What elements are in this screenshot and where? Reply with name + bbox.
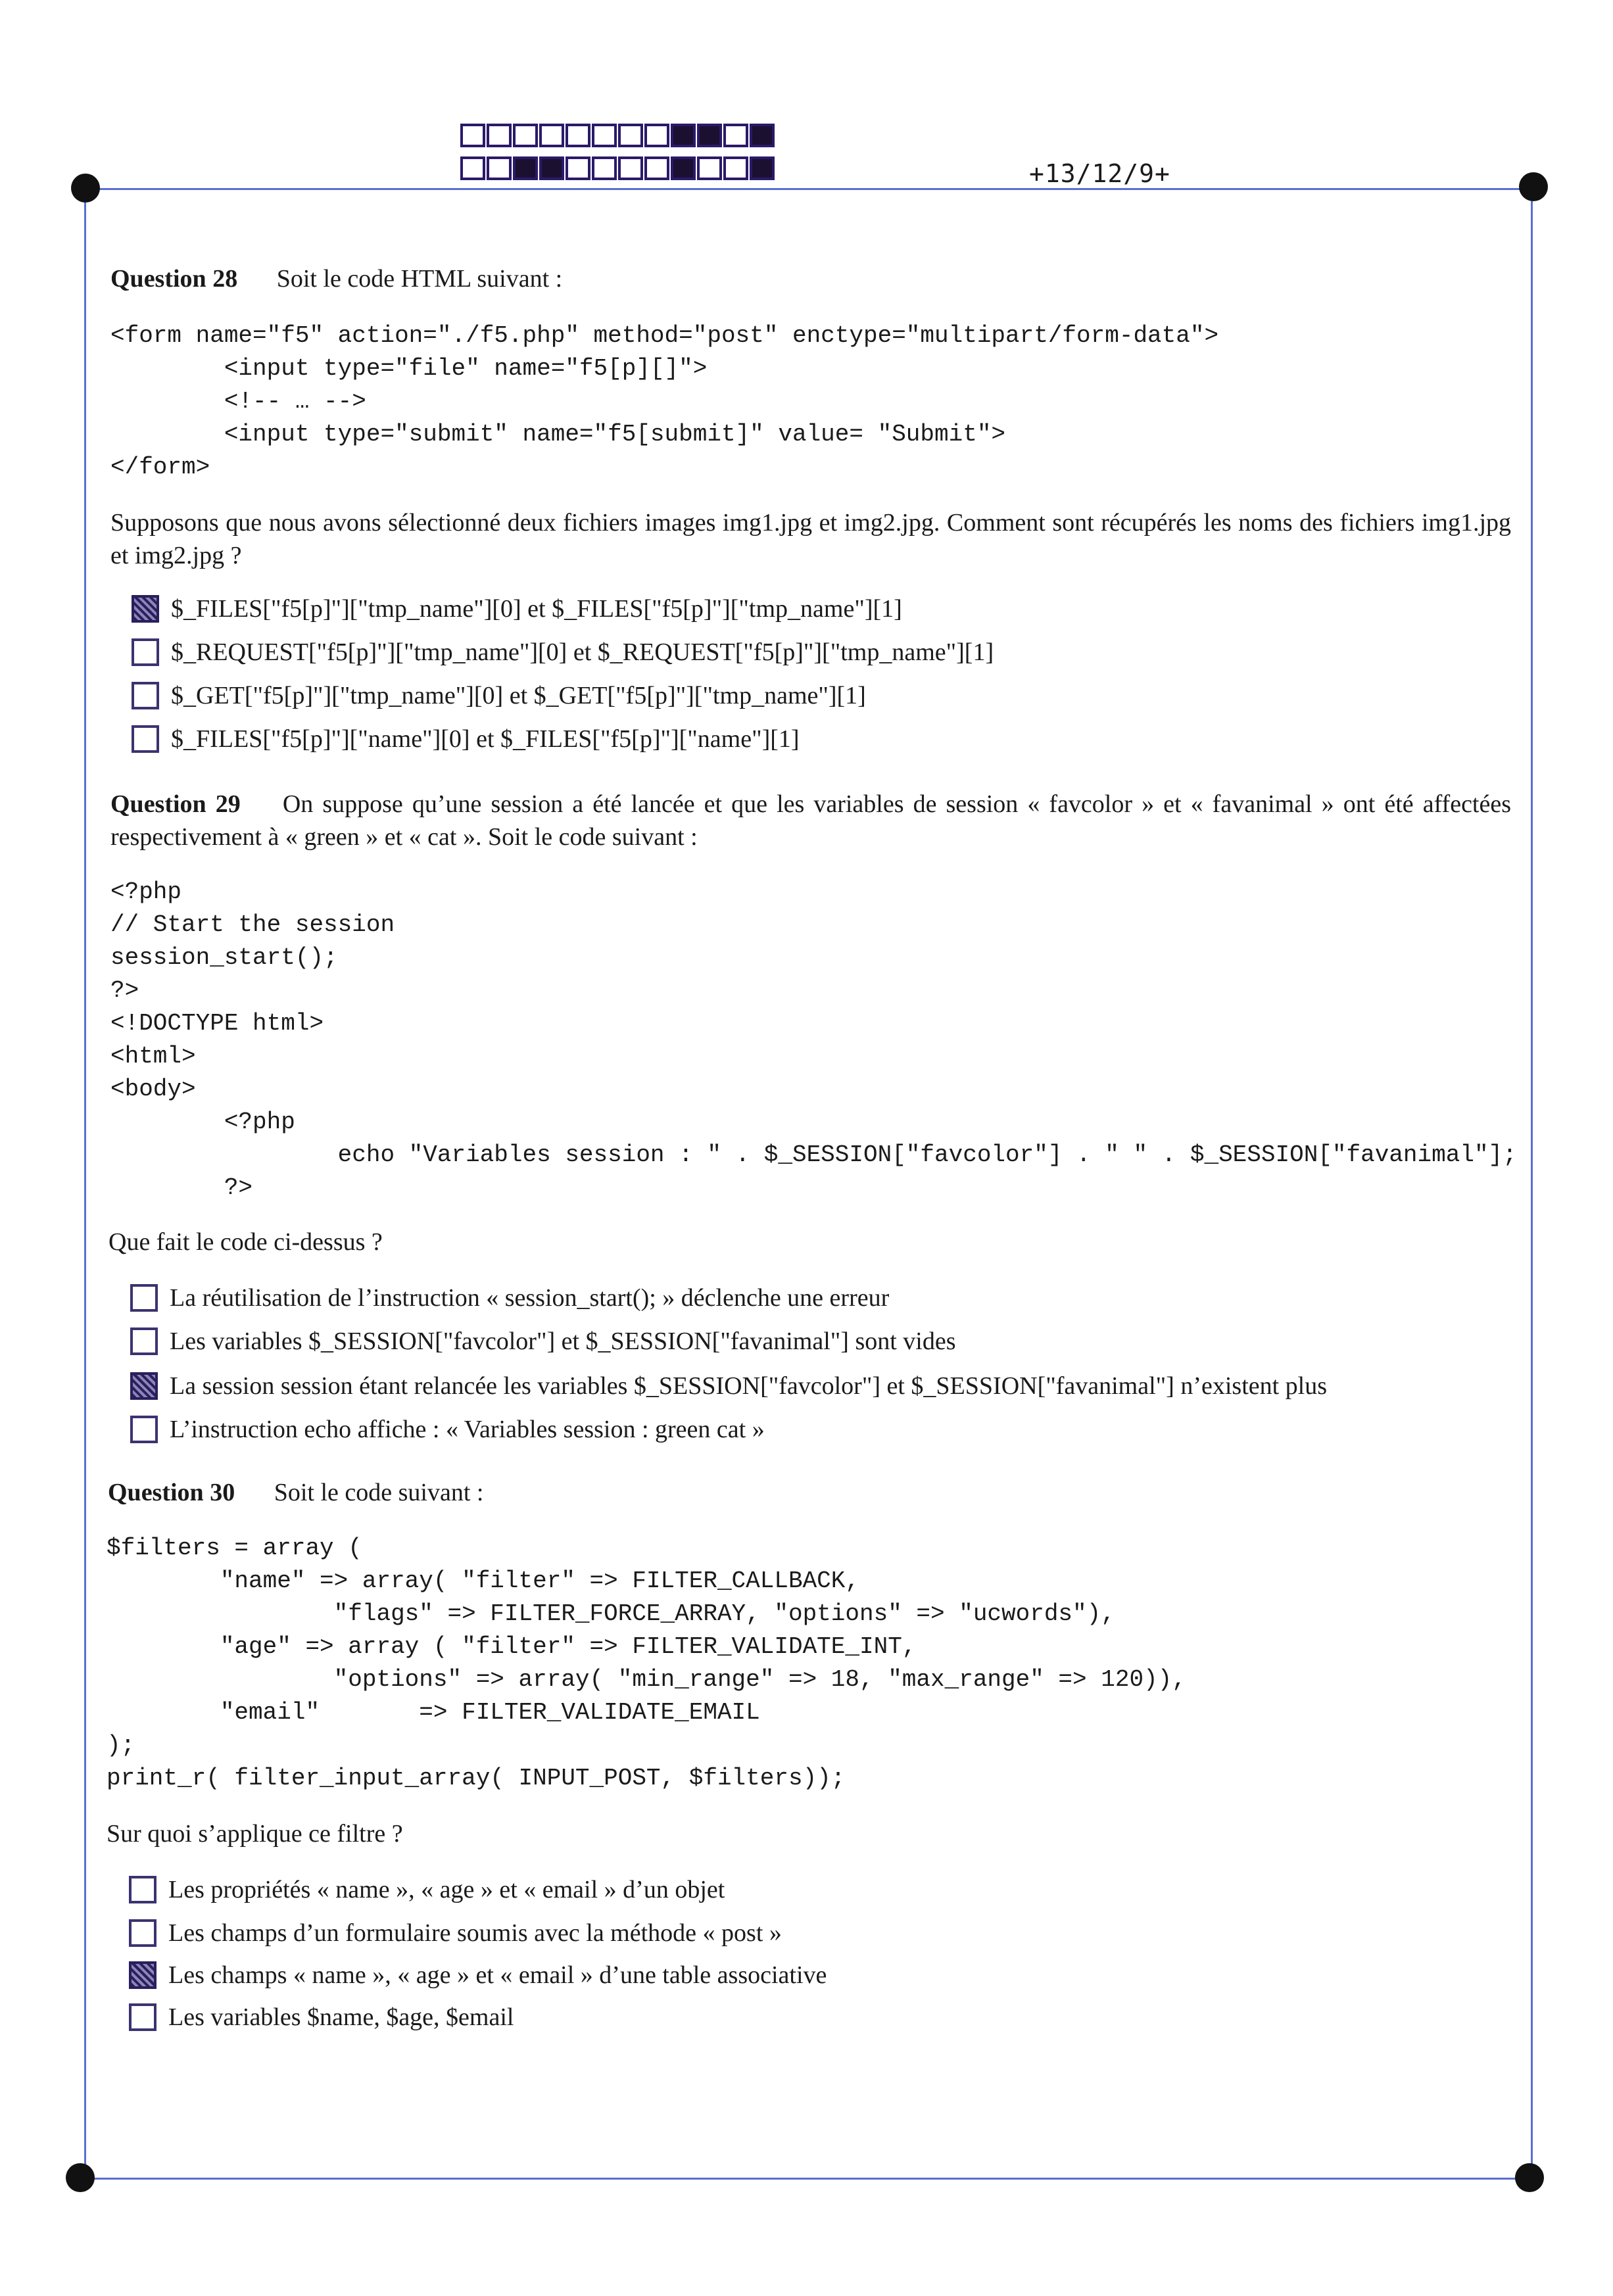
q29-option-2[interactable] (130, 1327, 956, 1356)
barcode-row-2 (460, 156, 776, 180)
barcode-cell (513, 156, 538, 180)
barcode-cell (592, 124, 617, 147)
corner-mark-top-left (71, 174, 100, 203)
barcode-cell (723, 124, 748, 147)
option-label: Les champs d’un formulaire soumis avec la méthode « post » (168, 1919, 782, 1947)
barcode-cell (592, 156, 617, 180)
q29-option-4[interactable] (130, 1415, 765, 1444)
question-number: Question 30 (108, 1479, 235, 1506)
question-30-code: $filters = array ( "name" => array( "filter" => FILTER_CALLBACK, "flags" => FILTER_FORCE_ARRAY, "options" => "ucwords"), "age" => array ( "filter" => FILTER_VALIDATE_INT, "options" => array( "min_range" => 18, "max_range" => 120)), "email" => FILTER_VALIDATE_EMAIL ); print_r( filter_input_array( INPUT_POST, $filters)); (107, 1535, 1186, 1792)
frame-left (84, 188, 86, 2180)
frame-top (85, 188, 1535, 190)
question-28-text: Supposons que nous avons sélectionné deux fichiers images img1.jpg et img2.jpg. Comment sont récupérés les noms des fichiers img1.jpg et img2.jpg ? (110, 509, 1511, 569)
question-prompt: On suppose qu’une session a été lancée et que les variables de session « favcolor » et « favanimal » ont été affectées respectivement à « green » et « cat ». Soit le code suivant : (110, 790, 1512, 851)
checkbox[interactable] (129, 1919, 156, 1947)
q30-option-3[interactable] (129, 1961, 827, 1990)
q30-option-4[interactable] (129, 2003, 514, 2032)
barcode-cell (750, 124, 775, 147)
checkbox[interactable] (132, 682, 159, 709)
checkbox[interactable] (132, 595, 159, 623)
frame-bottom (79, 2178, 1529, 2180)
barcode-cell (723, 156, 748, 180)
barcode-cell (539, 124, 564, 147)
option-label: Les variables $name, $age, $email (168, 2003, 514, 2031)
question-prompt: Soit le code suivant : (274, 1479, 484, 1506)
barcode-cell (460, 156, 485, 180)
q29-option-3[interactable] (130, 1372, 1327, 1400)
barcode-cell (671, 124, 696, 147)
option-label: $_REQUEST["f5[p]"]["tmp_name"][0] et $_REQUEST["f5[p]"]["tmp_name"][1] (171, 638, 994, 666)
barcode-cell (750, 156, 775, 180)
option-label: L’instruction echo affiche : « Variables session : green cat » (170, 1416, 765, 1443)
barcode-row-1 (460, 124, 776, 147)
question-number: Question 28 (110, 265, 238, 293)
option-label: La session session étant relancée les variables $_SESSION["favcolor"] et $_SESSION["favanimal"] n’existent plus (170, 1372, 1328, 1400)
question-prompt: Soit le code HTML suivant : (276, 265, 563, 293)
checkbox[interactable] (129, 2003, 156, 2031)
checkbox[interactable] (130, 1284, 158, 1312)
question-29-title (110, 788, 1511, 853)
barcode-cell (644, 156, 669, 180)
checkbox[interactable] (130, 1372, 158, 1400)
frame-right (1531, 188, 1533, 2180)
barcode-cell (618, 124, 643, 147)
barcode-cell (697, 124, 722, 147)
corner-mark-bottom-right (1515, 2163, 1544, 2192)
q28-option-4[interactable] (132, 725, 800, 753)
corner-mark-bottom-left (66, 2163, 95, 2192)
barcode-cell (618, 156, 643, 180)
q30-option-1[interactable] (129, 1875, 725, 1904)
question-30-text: Sur quoi s’applique ce filtre ? (107, 1820, 403, 1848)
checkbox[interactable] (132, 725, 159, 753)
option-label: Les champs « name », « age » et « email » d’une table associative (168, 1961, 827, 1989)
q28-option-1[interactable] (132, 594, 902, 623)
barcode-cell (671, 156, 696, 180)
q30-option-2[interactable] (129, 1919, 782, 1948)
barcode-cell (460, 124, 485, 147)
barcode-cell (513, 124, 538, 147)
q29-option-1[interactable] (130, 1283, 889, 1312)
corner-mark-top-right (1519, 172, 1548, 201)
barcode-cell (566, 156, 590, 180)
barcode-cell (539, 156, 564, 180)
option-label: Les propriétés « name », « age » et « email » d’un objet (168, 1876, 725, 1903)
option-label: La réutilisation de l’instruction « session_start(); » déclenche une erreur (170, 1284, 890, 1312)
option-label: $_FILES["f5[p]"]["tmp_name"][0] et $_FILES["f5[p]"]["tmp_name"][1] (171, 595, 902, 623)
question-28-title (110, 264, 562, 293)
checkbox[interactable] (129, 1876, 156, 1903)
barcode-cell (644, 124, 669, 147)
checkbox[interactable] (129, 1961, 156, 1989)
checkbox[interactable] (130, 1416, 158, 1443)
option-label: Les variables $_SESSION["favcolor"] et $_SESSION["favanimal"] sont vides (170, 1327, 956, 1355)
q28-option-2[interactable] (132, 638, 994, 667)
page-id: +13/12/9+ (1029, 159, 1170, 188)
barcode-cell (566, 124, 590, 147)
checkbox[interactable] (132, 638, 159, 666)
barcode-cell (487, 156, 512, 180)
option-label: $_FILES["f5[p]"]["name"][0] et $_FILES["f5[p]"]["name"][1] (171, 725, 800, 753)
barcode-cell (697, 156, 722, 180)
question-29-text: Que fait le code ci-dessus ? (108, 1228, 383, 1256)
option-label: $_GET["f5[p]"]["tmp_name"][0] et $_GET["f5[p]"]["tmp_name"][1] (171, 682, 866, 709)
question-30-title (108, 1478, 483, 1507)
question-number: Question 29 (110, 790, 241, 818)
question-29-code: <?php // Start the session session_start(); ?> <!DOCTYPE html> <html> <body> <?php echo "Variables session : " . $_SESSION["favcolor"] . " " . $_SESSION["favanimal"]; ?> (110, 878, 1517, 1201)
question-28-code: <form name="f5" action="./f5.php" method="post" enctype="multipart/form-data"> <input type="file" name="f5[p][]"> <!-- … --> <input type="submit" name="f5[submit]" value= "Submit"> </form> (110, 322, 1219, 481)
q28-option-3[interactable] (132, 681, 866, 710)
barcode-cell (487, 124, 512, 147)
checkbox[interactable] (130, 1327, 158, 1355)
